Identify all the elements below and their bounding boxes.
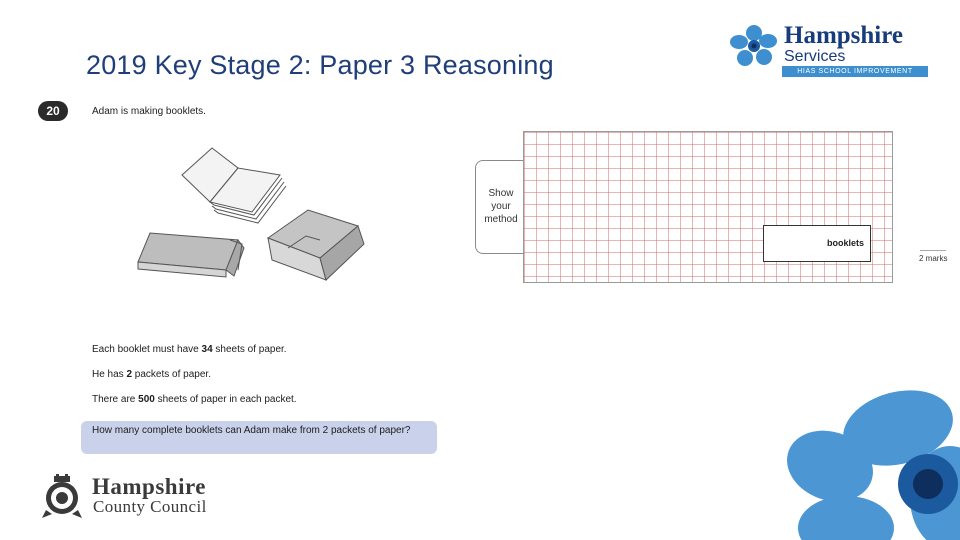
marks-divider [920,250,946,251]
show-method-label: Show your method [484,188,518,225]
logo-band: HIAS SCHOOL IMPROVEMENT [782,66,928,77]
question-line-3: There are 500 sheets of paper in each packet. [92,394,297,405]
answer-unit-label: booklets [826,238,864,248]
hampshire-county-council-logo [40,474,250,522]
paper-packet-icon-2 [268,210,364,280]
county-crest-icon [40,474,84,520]
hampshire-services-logo [728,20,933,82]
paper-packet-icon [138,233,244,277]
logo-name: Hampshire [784,22,903,49]
answer-box[interactable] [763,225,871,262]
council-name: Hampshire [92,474,206,499]
question-line-1: Each booklet must have 34 sheets of paper. [92,344,287,355]
decorative-flower-icon [780,388,960,540]
council-subtitle: County Council [93,497,207,516]
question-prompt: How many complete booklets can Adam make from 2 packets of paper? [92,425,411,436]
slide-title: 2019 Key Stage 2: Paper 3 Reasoning [86,50,554,80]
question-line-2: He has 2 packets of paper. [92,369,211,380]
question-intro: Adam is making booklets. [92,106,206,117]
booklets-and-packets-illustration [130,140,370,290]
question-number: 20 [38,101,68,121]
open-booklet-icon [182,148,286,223]
marks-label: 2 marks [919,254,948,263]
logo-subtitle: Services [784,48,846,65]
question-prompt-box [81,421,437,454]
flower-logo-icon [728,24,780,68]
